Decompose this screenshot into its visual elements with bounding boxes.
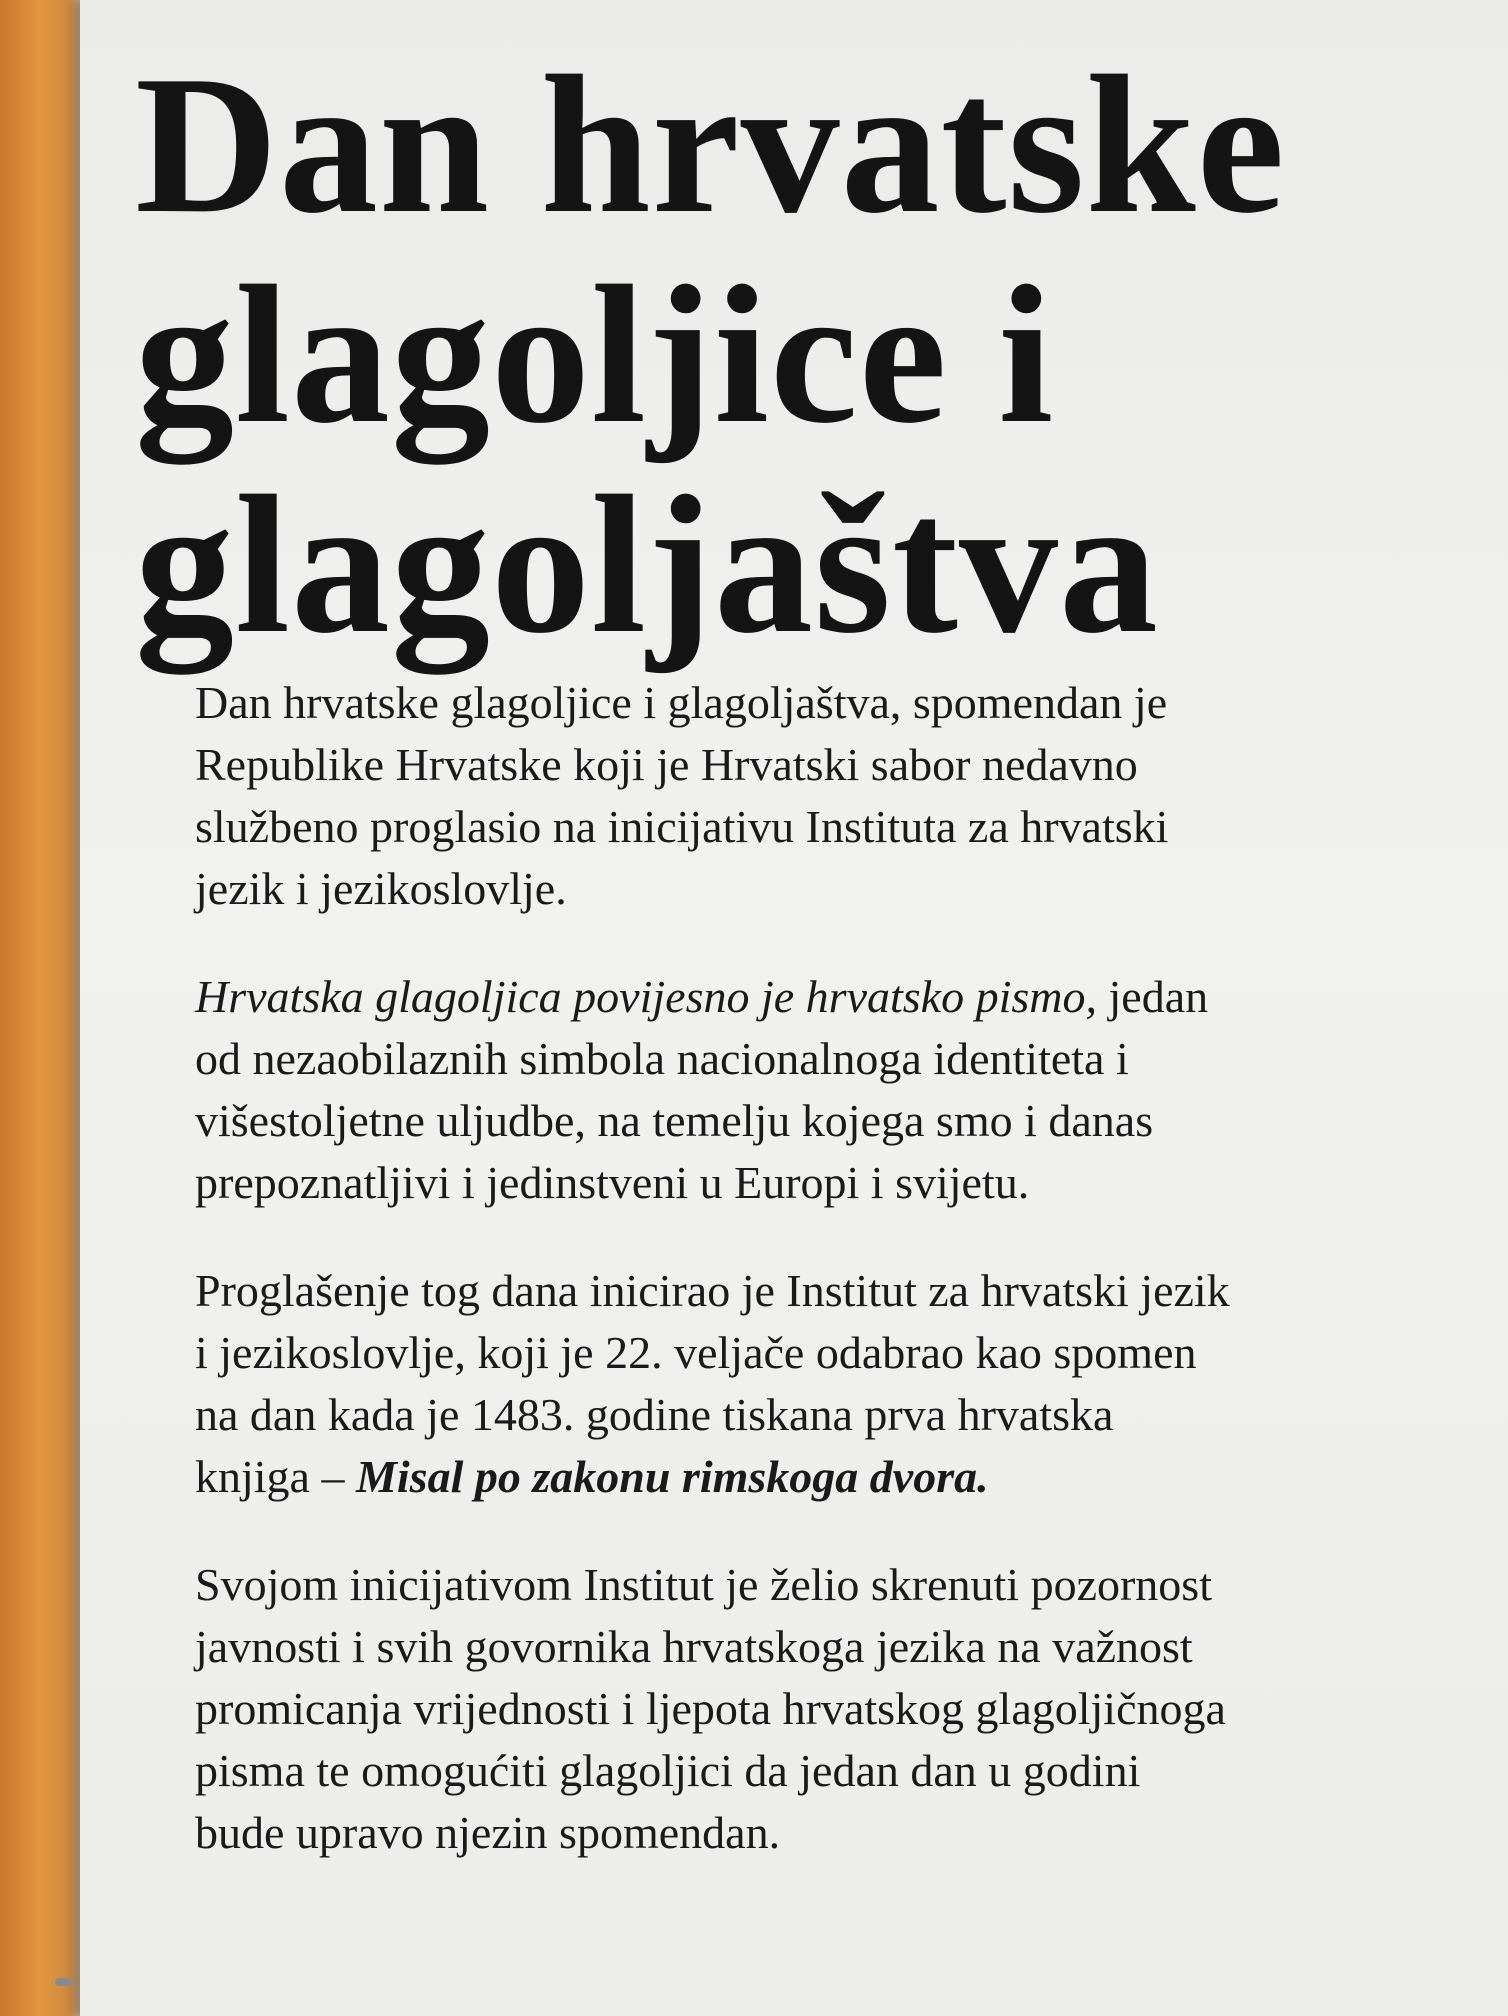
paragraph-1 [195, 672, 1435, 920]
text-line: i jezikoslovlje, koji je 22. veljače odabrao kao spomen [195, 1327, 1197, 1378]
text-line: prepoznatljivi i jedinstveni u Europi i svijetu. [195, 1157, 1030, 1208]
text-line: javnosti i svih govornika hrvatskoga jezika na važnost [195, 1621, 1193, 1672]
poster-body [195, 672, 1435, 1910]
title-line-3: glagoljaštva [135, 455, 1159, 674]
text-fragment: jedan [1097, 971, 1209, 1022]
paragraph-4 [195, 1554, 1435, 1864]
title-line-2: glagoljice i [135, 245, 1055, 464]
text-line: bude upravo njezin spomendan. [195, 1807, 781, 1858]
text-line: jezik i jezikoslovlje. [195, 863, 567, 914]
pin-icon [55, 1978, 73, 1986]
text-line: višestoljetne uljudbe, na temelju kojega smo i danas [195, 1095, 1154, 1146]
text-line: od nezaobilaznih simbola nacionalnoga identiteta i [195, 1033, 1129, 1084]
text-line: na dan kada je 1483. godine tiskana prva hrvatska [195, 1389, 1114, 1440]
text-line: Dan hrvatske glagoljice i glagoljaštva, spomendan je [195, 677, 1168, 728]
text-line [195, 1446, 1435, 1508]
text-line: promicanja vrijednosti i ljepota hrvatskog glagoljičnoga [195, 1683, 1226, 1734]
text-line: pisma te omogućiti glagoljici da jedan dan u godini [195, 1745, 1141, 1796]
book-title: Misal po zakonu rimskoga dvora. [355, 1451, 989, 1502]
text-line: Svojom inicijativom Institut je želio skrenuti pozornost [195, 1559, 1212, 1610]
italic-quote: Hrvatska glagoljica povijesno je hrvatsko pismo, [195, 971, 1097, 1022]
paragraph-2 [195, 966, 1435, 1214]
text-line: Proglašenje tog dana inicirao je Institut za hrvatski jezik [195, 1265, 1230, 1316]
text-line [195, 966, 1435, 1028]
text-line: službeno proglasio na inicijativu Instituta za hrvatski [195, 801, 1169, 852]
text-fragment: knjiga – [195, 1451, 356, 1502]
title-line-1: Dan hrvatske [135, 35, 1286, 254]
poster-title [135, 35, 1385, 674]
text-line: Republike Hrvatske koji je Hrvatski sabor nedavno [195, 739, 1138, 790]
paragraph-3 [195, 1260, 1435, 1508]
